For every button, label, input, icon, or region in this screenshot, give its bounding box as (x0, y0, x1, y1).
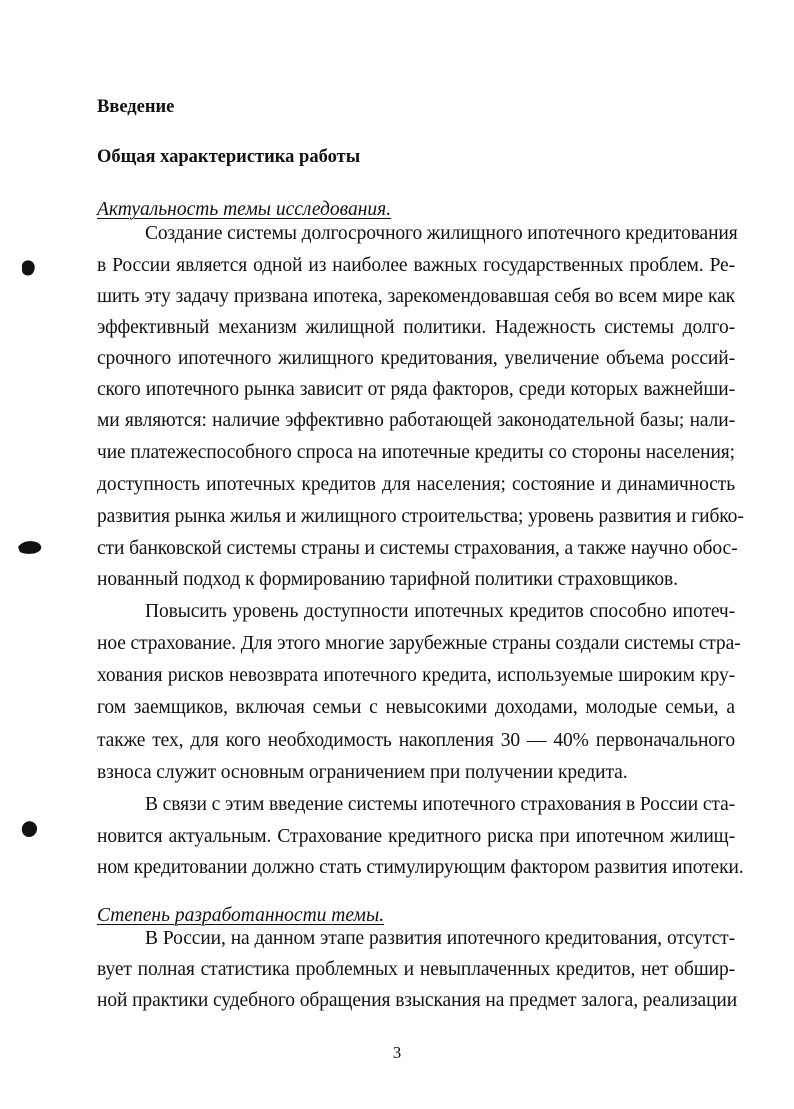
paragraph-2-line: также тех, для кого необходимость накопления 30 — 40% первоначального (97, 730, 735, 751)
scan-blot-icon (16, 538, 44, 556)
paragraph-1-line: Создание системы долгосрочного жилищного ипотечного кредитования (145, 223, 738, 244)
paragraph-1-line: сти банковской системы страны и системы страхования, а также научно обос- (97, 538, 738, 559)
paragraph-1-line: ского ипотечного рынка зависит от ряда факторов, среди которых важнейши- (97, 379, 735, 400)
paragraph-2-line: взноса служит основным ограничением при получении кредита. (97, 762, 628, 783)
paragraph-3-line: В связи с этим введение системы ипотечного страхования в России ста- (145, 794, 736, 815)
intro-heading: Введение (97, 97, 175, 117)
paragraph-4-line: В России, на данном этапе развития ипотечного кредитования, отсутст- (145, 928, 735, 949)
paragraph-4-line: ной практики судебного обращения взыскания на предмет залога, реализации (97, 990, 738, 1011)
paragraph-1-line: доступность ипотечных кредитов для населения; состояние и динамичность (97, 474, 735, 495)
paragraph-4-line: вует полная статистика проблемных и невыплаченных кредитов, нет обшир- (97, 959, 735, 980)
paragraph-1-line: чие платежеспособного спроса на ипотечные кредиты со стороны населения; (97, 442, 735, 463)
paragraph-3-line: новится актуальным. Страхование кредитного риска при ипотечном жилищ- (97, 826, 735, 847)
paragraph-1-line: срочного ипотечного жилищного кредитования, увеличение объема россий- (97, 348, 735, 369)
paragraph-1-line: эффективный механизм жилищной политики. Надежность системы долго- (97, 317, 735, 338)
paragraph-2-line: хования рисков невозврата ипотечного кредита, используемые широким кру- (97, 665, 735, 686)
paragraph-3-line: ном кредитовании должно стать стимулирующим фактором развития ипотеки. (97, 857, 744, 878)
development-degree-subheading: Степень разработанности темы. (97, 905, 385, 926)
paragraph-1-line: шить эту задачу призвана ипотека, зарекомендовавшая себя во всем мире как (97, 286, 735, 307)
paragraph-2-line: Повысить уровень доступности ипотечных кредитов способно ипотеч- (145, 601, 735, 622)
page-number: 3 (392, 1043, 402, 1062)
relevance-subheading: Актуальность темы исследования. (97, 199, 392, 220)
paragraph-1-line: в России является одной из наиболее важных государственных проблем. Ре- (97, 255, 735, 276)
paragraph-2-line: ное страхование. Для этого многие зарубежные страны создали системы стра- (97, 633, 741, 654)
scan-blot-icon (18, 258, 38, 278)
scan-blot-icon (18, 818, 40, 840)
paragraph-1-line: развития рынка жилья и жилищного строительства; уровень развития и гибко- (97, 506, 744, 527)
general-characteristics-heading: Общая характеристика работы (97, 147, 361, 167)
paragraph-2-line: гом заемщиков, включая семьи с невысокими доходами, молодые семьи, а (97, 697, 735, 718)
paragraph-1-line: ми являются: наличие эффективно работающей законодательной базы; нали- (97, 410, 735, 431)
paragraph-1-line: нованный подход к формированию тарифной политики страховщиков. (97, 569, 678, 590)
